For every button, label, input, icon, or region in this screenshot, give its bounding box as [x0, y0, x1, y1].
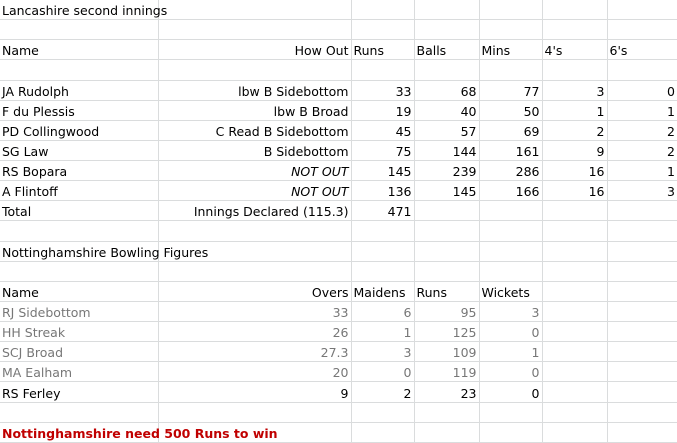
batting-header-mins[interactable]: Mins: [479, 40, 542, 60]
bowler-name[interactable]: HH Streak: [0, 322, 158, 342]
batting-header-fours[interactable]: 4's: [542, 40, 607, 60]
batter-how-out[interactable]: NOT OUT: [158, 181, 351, 201]
batter-runs[interactable]: 45: [351, 120, 414, 140]
batter-name[interactable]: RS Bopara: [0, 161, 158, 181]
bowler-wickets[interactable]: 0: [479, 362, 542, 382]
batter-runs[interactable]: 33: [351, 80, 414, 100]
batting-header-sixes[interactable]: 6's: [607, 40, 677, 60]
bowler-runs[interactable]: 109: [414, 342, 479, 362]
batting-header-name[interactable]: Name: [0, 40, 158, 60]
batter-runs[interactable]: 75: [351, 140, 414, 160]
bowler-overs[interactable]: 20: [158, 362, 351, 382]
bowling-header-maidens[interactable]: Maidens: [351, 281, 414, 301]
bowling-header-runs[interactable]: Runs: [414, 281, 479, 301]
batter-sixes[interactable]: 1: [607, 100, 677, 120]
batter-sixes[interactable]: 3: [607, 181, 677, 201]
bowler-wickets[interactable]: 0: [479, 382, 542, 402]
batting-header-row: [0, 40, 677, 60]
bowler-name[interactable]: SCJ Broad: [0, 342, 158, 362]
batting-row: [0, 80, 677, 100]
bowling-row: [0, 342, 677, 362]
bowling-title[interactable]: Nottinghamshire Bowling Figures: [0, 241, 158, 261]
batting-row: [0, 140, 677, 160]
batter-name[interactable]: F du Plessis: [0, 100, 158, 120]
batter-name[interactable]: SG Law: [0, 140, 158, 160]
batter-balls[interactable]: 239: [414, 161, 479, 181]
batter-mins[interactable]: 161: [479, 140, 542, 160]
batter-fours[interactable]: 9: [542, 140, 607, 160]
batting-total-row: [0, 201, 677, 221]
batter-balls[interactable]: 145: [414, 181, 479, 201]
batter-balls[interactable]: 40: [414, 100, 479, 120]
batter-how-out[interactable]: NOT OUT: [158, 161, 351, 181]
batter-fours[interactable]: 16: [542, 181, 607, 201]
batter-name[interactable]: PD Collingwood: [0, 120, 158, 140]
total-label[interactable]: Total: [0, 201, 158, 221]
bowling-header-wickets[interactable]: Wickets: [479, 281, 542, 301]
batting-header-runs[interactable]: Runs: [351, 40, 414, 60]
batter-fours[interactable]: 3: [542, 80, 607, 100]
sheet-title: Lancashire second innings: [0, 0, 158, 20]
bowling-row: [0, 301, 677, 321]
batter-runs[interactable]: 145: [351, 161, 414, 181]
batter-balls[interactable]: 57: [414, 120, 479, 140]
batter-name[interactable]: A Flintoff: [0, 181, 158, 201]
batter-mins[interactable]: 69: [479, 120, 542, 140]
batter-mins[interactable]: 77: [479, 80, 542, 100]
batter-fours[interactable]: 16: [542, 161, 607, 181]
bowler-runs[interactable]: 95: [414, 301, 479, 321]
batter-name[interactable]: JA Rudolph: [0, 80, 158, 100]
runs-needed-note[interactable]: Nottinghamshire need 500 Runs to win: [0, 422, 158, 442]
batter-fours[interactable]: 1: [542, 100, 607, 120]
total-runs[interactable]: 471: [351, 201, 414, 221]
bowling-header-row: [0, 281, 677, 301]
bowler-overs[interactable]: 9: [158, 382, 351, 402]
total-note[interactable]: Innings Declared (115.3): [158, 201, 351, 221]
bowler-runs[interactable]: 23: [414, 382, 479, 402]
batter-mins[interactable]: 286: [479, 161, 542, 181]
batter-balls[interactable]: 68: [414, 80, 479, 100]
bowler-name[interactable]: RS Ferley: [0, 382, 158, 402]
batter-how-out[interactable]: lbw B Sidebottom: [158, 80, 351, 100]
bowler-name[interactable]: RJ Sidebottom: [0, 301, 158, 321]
batting-row: [0, 181, 677, 201]
bowling-row: [0, 382, 677, 402]
batter-how-out[interactable]: C Read B Sidebottom: [158, 120, 351, 140]
batting-row: [0, 161, 677, 181]
batter-sixes[interactable]: 2: [607, 140, 677, 160]
batting-row: [0, 120, 677, 140]
batting-header-how-out[interactable]: How Out: [158, 40, 351, 60]
bowler-maidens[interactable]: 3: [351, 342, 414, 362]
bowler-runs[interactable]: 119: [414, 362, 479, 382]
batter-mins[interactable]: 50: [479, 100, 542, 120]
bowling-row: [0, 322, 677, 342]
bowling-header-name[interactable]: Name: [0, 281, 158, 301]
bowler-overs[interactable]: 27.3: [158, 342, 351, 362]
batting-header-balls[interactable]: Balls: [414, 40, 479, 60]
batter-how-out[interactable]: lbw B Broad: [158, 100, 351, 120]
batter-sixes[interactable]: 0: [607, 80, 677, 100]
batter-fours[interactable]: 2: [542, 120, 607, 140]
bowler-maidens[interactable]: 6: [351, 301, 414, 321]
batter-balls[interactable]: 144: [414, 140, 479, 160]
batter-sixes[interactable]: 1: [607, 161, 677, 181]
batter-sixes[interactable]: 2: [607, 120, 677, 140]
bowler-maidens[interactable]: 0: [351, 362, 414, 382]
bowler-wickets[interactable]: 1: [479, 342, 542, 362]
bowling-header-overs[interactable]: Overs: [158, 281, 351, 301]
bowler-runs[interactable]: 125: [414, 322, 479, 342]
batter-runs[interactable]: 136: [351, 181, 414, 201]
bowler-wickets[interactable]: 0: [479, 322, 542, 342]
bowler-maidens[interactable]: 2: [351, 382, 414, 402]
bowling-row: [0, 362, 677, 382]
bowler-maidens[interactable]: 1: [351, 322, 414, 342]
batter-runs[interactable]: 19: [351, 100, 414, 120]
bowler-wickets[interactable]: 3: [479, 301, 542, 321]
batter-how-out[interactable]: B Sidebottom: [158, 140, 351, 160]
bowler-overs[interactable]: 26: [158, 322, 351, 342]
batting-row: [0, 100, 677, 120]
bowler-name[interactable]: MA Ealham: [0, 362, 158, 382]
bowler-overs[interactable]: 33: [158, 301, 351, 321]
batter-mins[interactable]: 166: [479, 181, 542, 201]
